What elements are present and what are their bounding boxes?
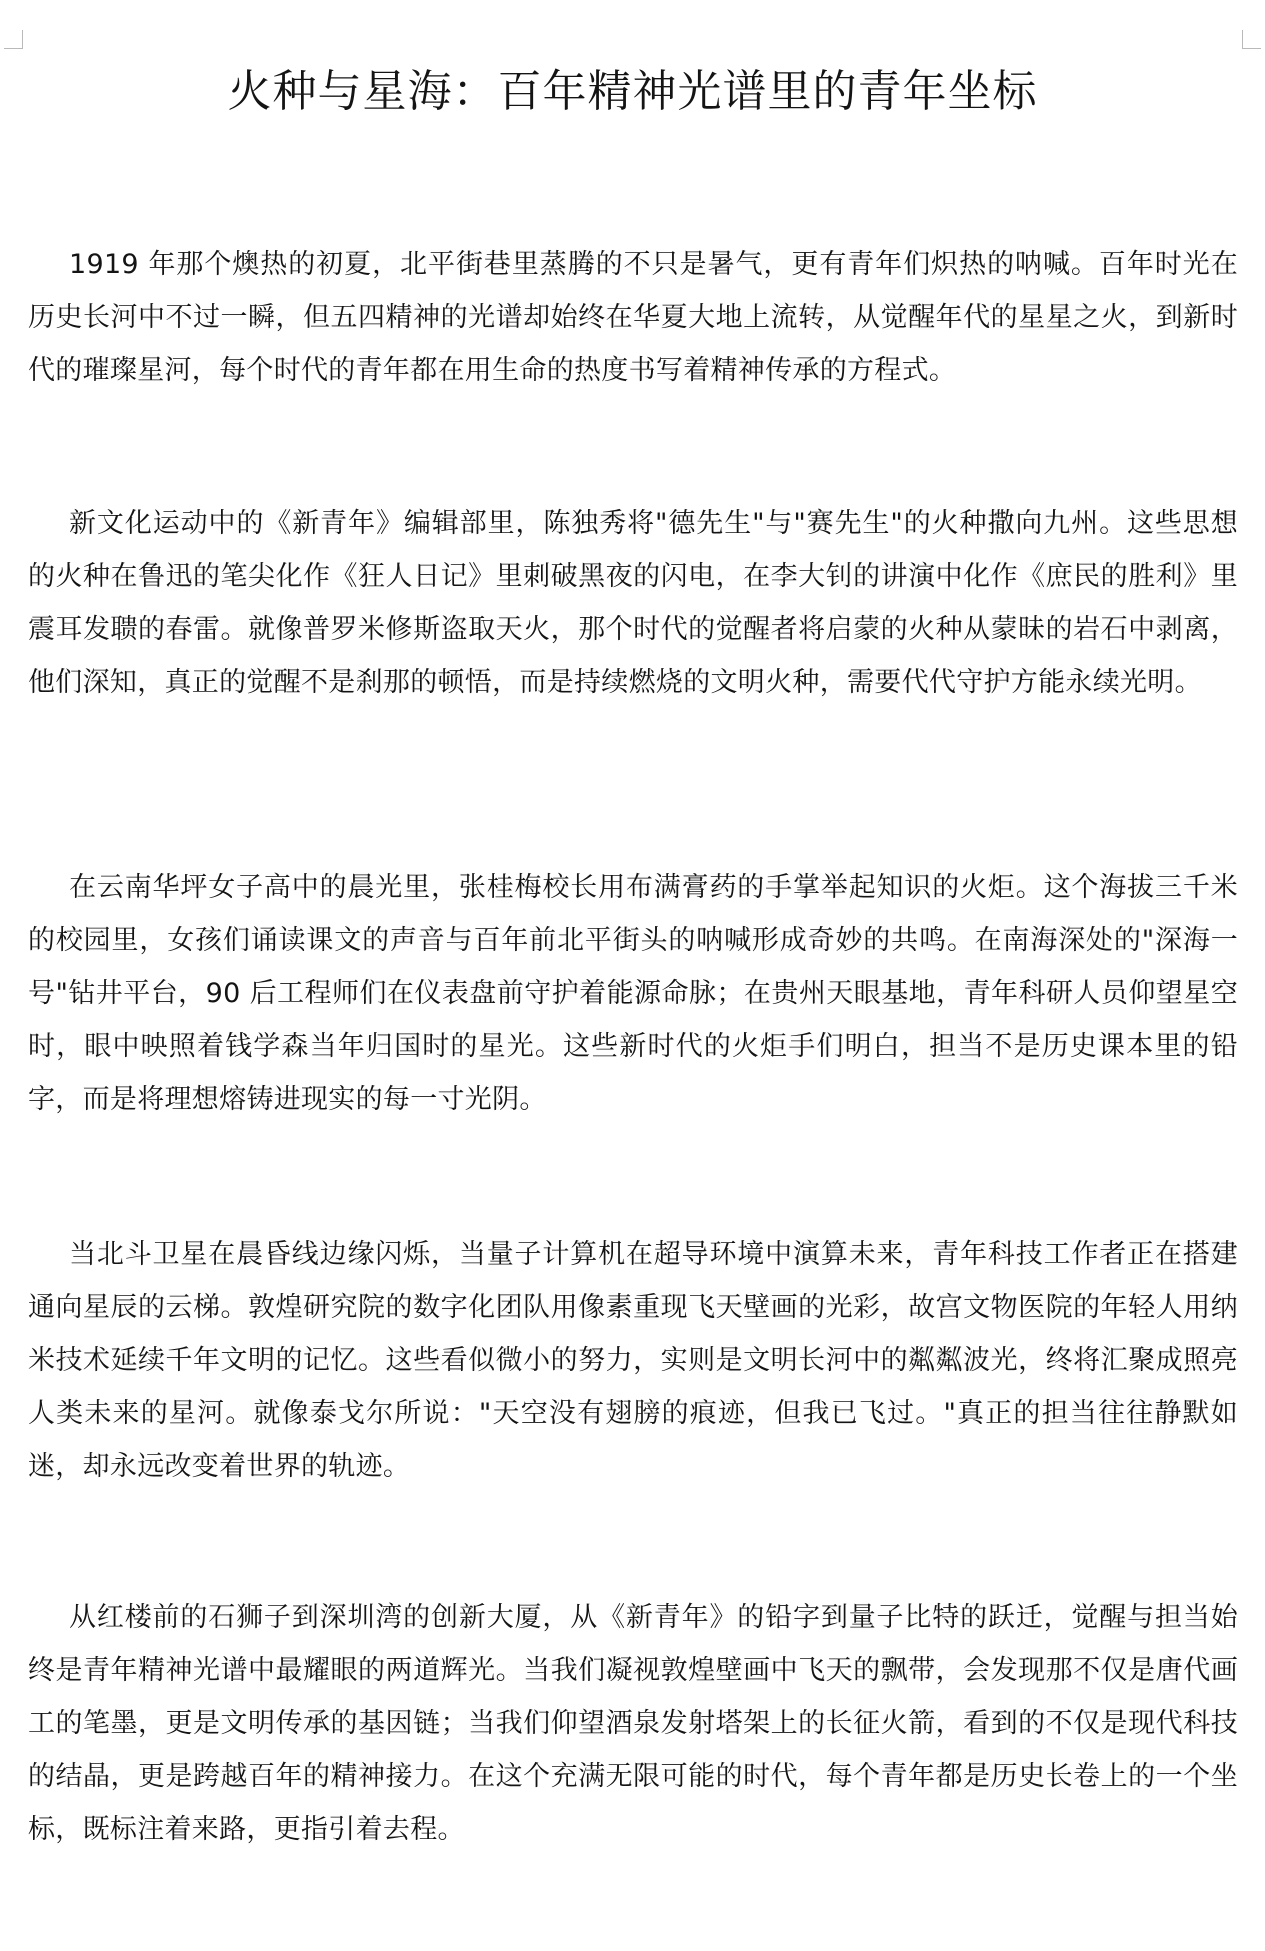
paragraph-1: 1919 年那个燠热的初夏，北平街巷里蒸腾的不只是暑气，更有青年们炽热的呐喊。百年时光在历史长河中不过一瞬，但五四精神的光谱却始终在华夏大地上流转，从觉醒年代的星星之火，到新时代的璀璨星河，每个时代的青年都在用生命的热度书写着精神传承的方程式。 [28,249,1238,386]
page-corner-mark-left [4,30,23,49]
page-corner-mark-right [1242,30,1261,49]
paragraph-5: 从红楼前的石狮子到深圳湾的创新大厦，从《新青年》的铅字到量子比特的跃迁，觉醒与担当始终是青年精神光谱中最耀眼的两道辉光。当我们凝视敦煌壁画中飞天的飘带，会发现那不仅是唐代画工的笔墨，更是文明传承的基因链；当我们仰望酒泉发射塔架上的长征火箭，看到的不仅是现代科技的结晶，更是跨越百年的精神接力。在这个充满无限可能的时代，每个青年都是历史长卷上的一个坐标，既标注着来路，更指引着去程。 [28,1602,1238,1845]
paragraph-4: 当北斗卫星在晨昏线边缘闪烁，当量子计算机在超导环境中演算未来，青年科技工作者正在搭建通向星辰的云梯。敦煌研究院的数字化团队用像素重现飞天壁画的光彩，故宫文物医院的年轻人用纳米技术延续千年文明的记忆。这些看似微小的努力，实则是文明长河中的粼粼波光，终将汇聚成照亮人类未来的星河。就像泰戈尔所说："天空没有翅膀的痕迹，但我已飞过。"真正的担当往往静默如迷，却永远改变着世界的轨迹。 [28,1239,1238,1482]
paragraph-2: 新文化运动中的《新青年》编辑部里，陈独秀将"德先生"与"赛先生"的火种撒向九州。这些思想的火种在鲁迅的笔尖化作《狂人日记》里刺破黑夜的闪电，在李大钊的讲演中化作《庶民的胜利》里震耳发聩的春雷。就像普罗米修斯盗取天火，那个时代的觉醒者将启蒙的火种从蒙昧的岩石中剥离，他们深知，真正的觉醒不是刹那的顿悟，而是持续燃烧的文明火种，需要代代守护方能永续光明。 [28,508,1238,698]
document-title: 火种与星海：百年精神光谱里的青年坐标 [227,66,1038,117]
paragraph-3: 在云南华坪女子高中的晨光里，张桂梅校长用布满膏药的手掌举起知识的火炬。这个海拔三千米的校园里，女孩们诵读课文的声音与百年前北平街头的呐喊形成奇妙的共鸣。在南海深处的"深海一号"钻井平台，90 后工程师们在仪表盘前守护着能源命脉；在贵州天眼基地，青年科研人员仰望星空时，眼中映照着钱学森当年归国时的星光。这些新时代的火炬手们明白，担当不是历史课本里的铅字，而是将理想熔铸进现实的每一寸光阴。 [28,872,1238,1115]
